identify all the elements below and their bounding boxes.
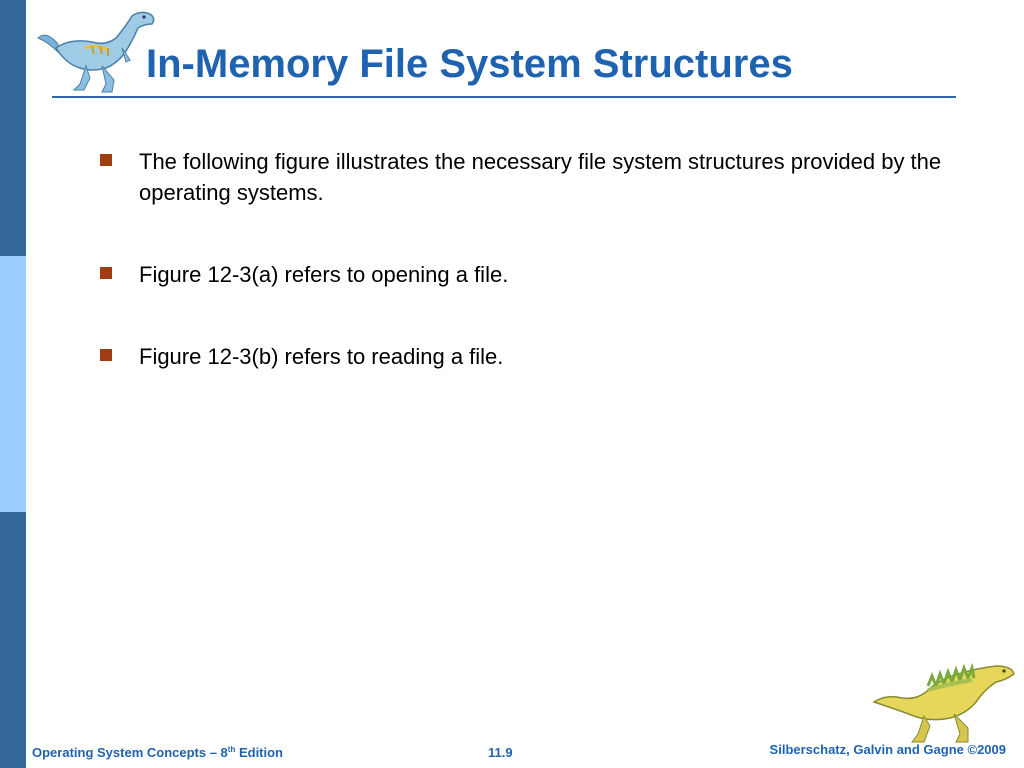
dinosaur-footer-icon bbox=[868, 656, 1018, 746]
footer-book-title-prefix: Operating System Concepts – 8 bbox=[32, 745, 228, 760]
bullet-item bbox=[100, 146, 1004, 208]
square-bullet-icon bbox=[100, 154, 112, 166]
sidebar-segment-light bbox=[0, 256, 26, 512]
sidebar-segment-dark-bottom bbox=[0, 512, 26, 768]
left-sidebar-bar bbox=[0, 0, 26, 768]
sidebar-segment-dark-top bbox=[0, 0, 26, 256]
bullet-list bbox=[100, 146, 1004, 423]
slide-number: 11.9 bbox=[488, 745, 513, 760]
bullet-item bbox=[100, 341, 1004, 372]
page-title: In-Memory File System Structures bbox=[146, 42, 793, 86]
footer-book-title-suffix: Edition bbox=[235, 745, 284, 760]
dinosaur-logo-icon bbox=[36, 8, 158, 96]
square-bullet-icon bbox=[100, 349, 112, 361]
bullet-text: Figure 12-3(b) refers to reading a file. bbox=[139, 344, 504, 369]
footer-book-title-superscript: th bbox=[227, 745, 236, 754]
bullet-text: The following figure illustrates the necessary file system structures provided by the operating systems. bbox=[139, 149, 942, 205]
footer-book-title bbox=[32, 745, 283, 761]
bullet-item bbox=[100, 259, 1004, 290]
square-bullet-icon bbox=[100, 267, 112, 279]
title-divider bbox=[52, 96, 956, 98]
footer-copyright: Silberschatz, Galvin and Gagne ©2009 bbox=[769, 742, 1006, 757]
bullet-text: Figure 12-3(a) refers to opening a file. bbox=[139, 262, 509, 287]
